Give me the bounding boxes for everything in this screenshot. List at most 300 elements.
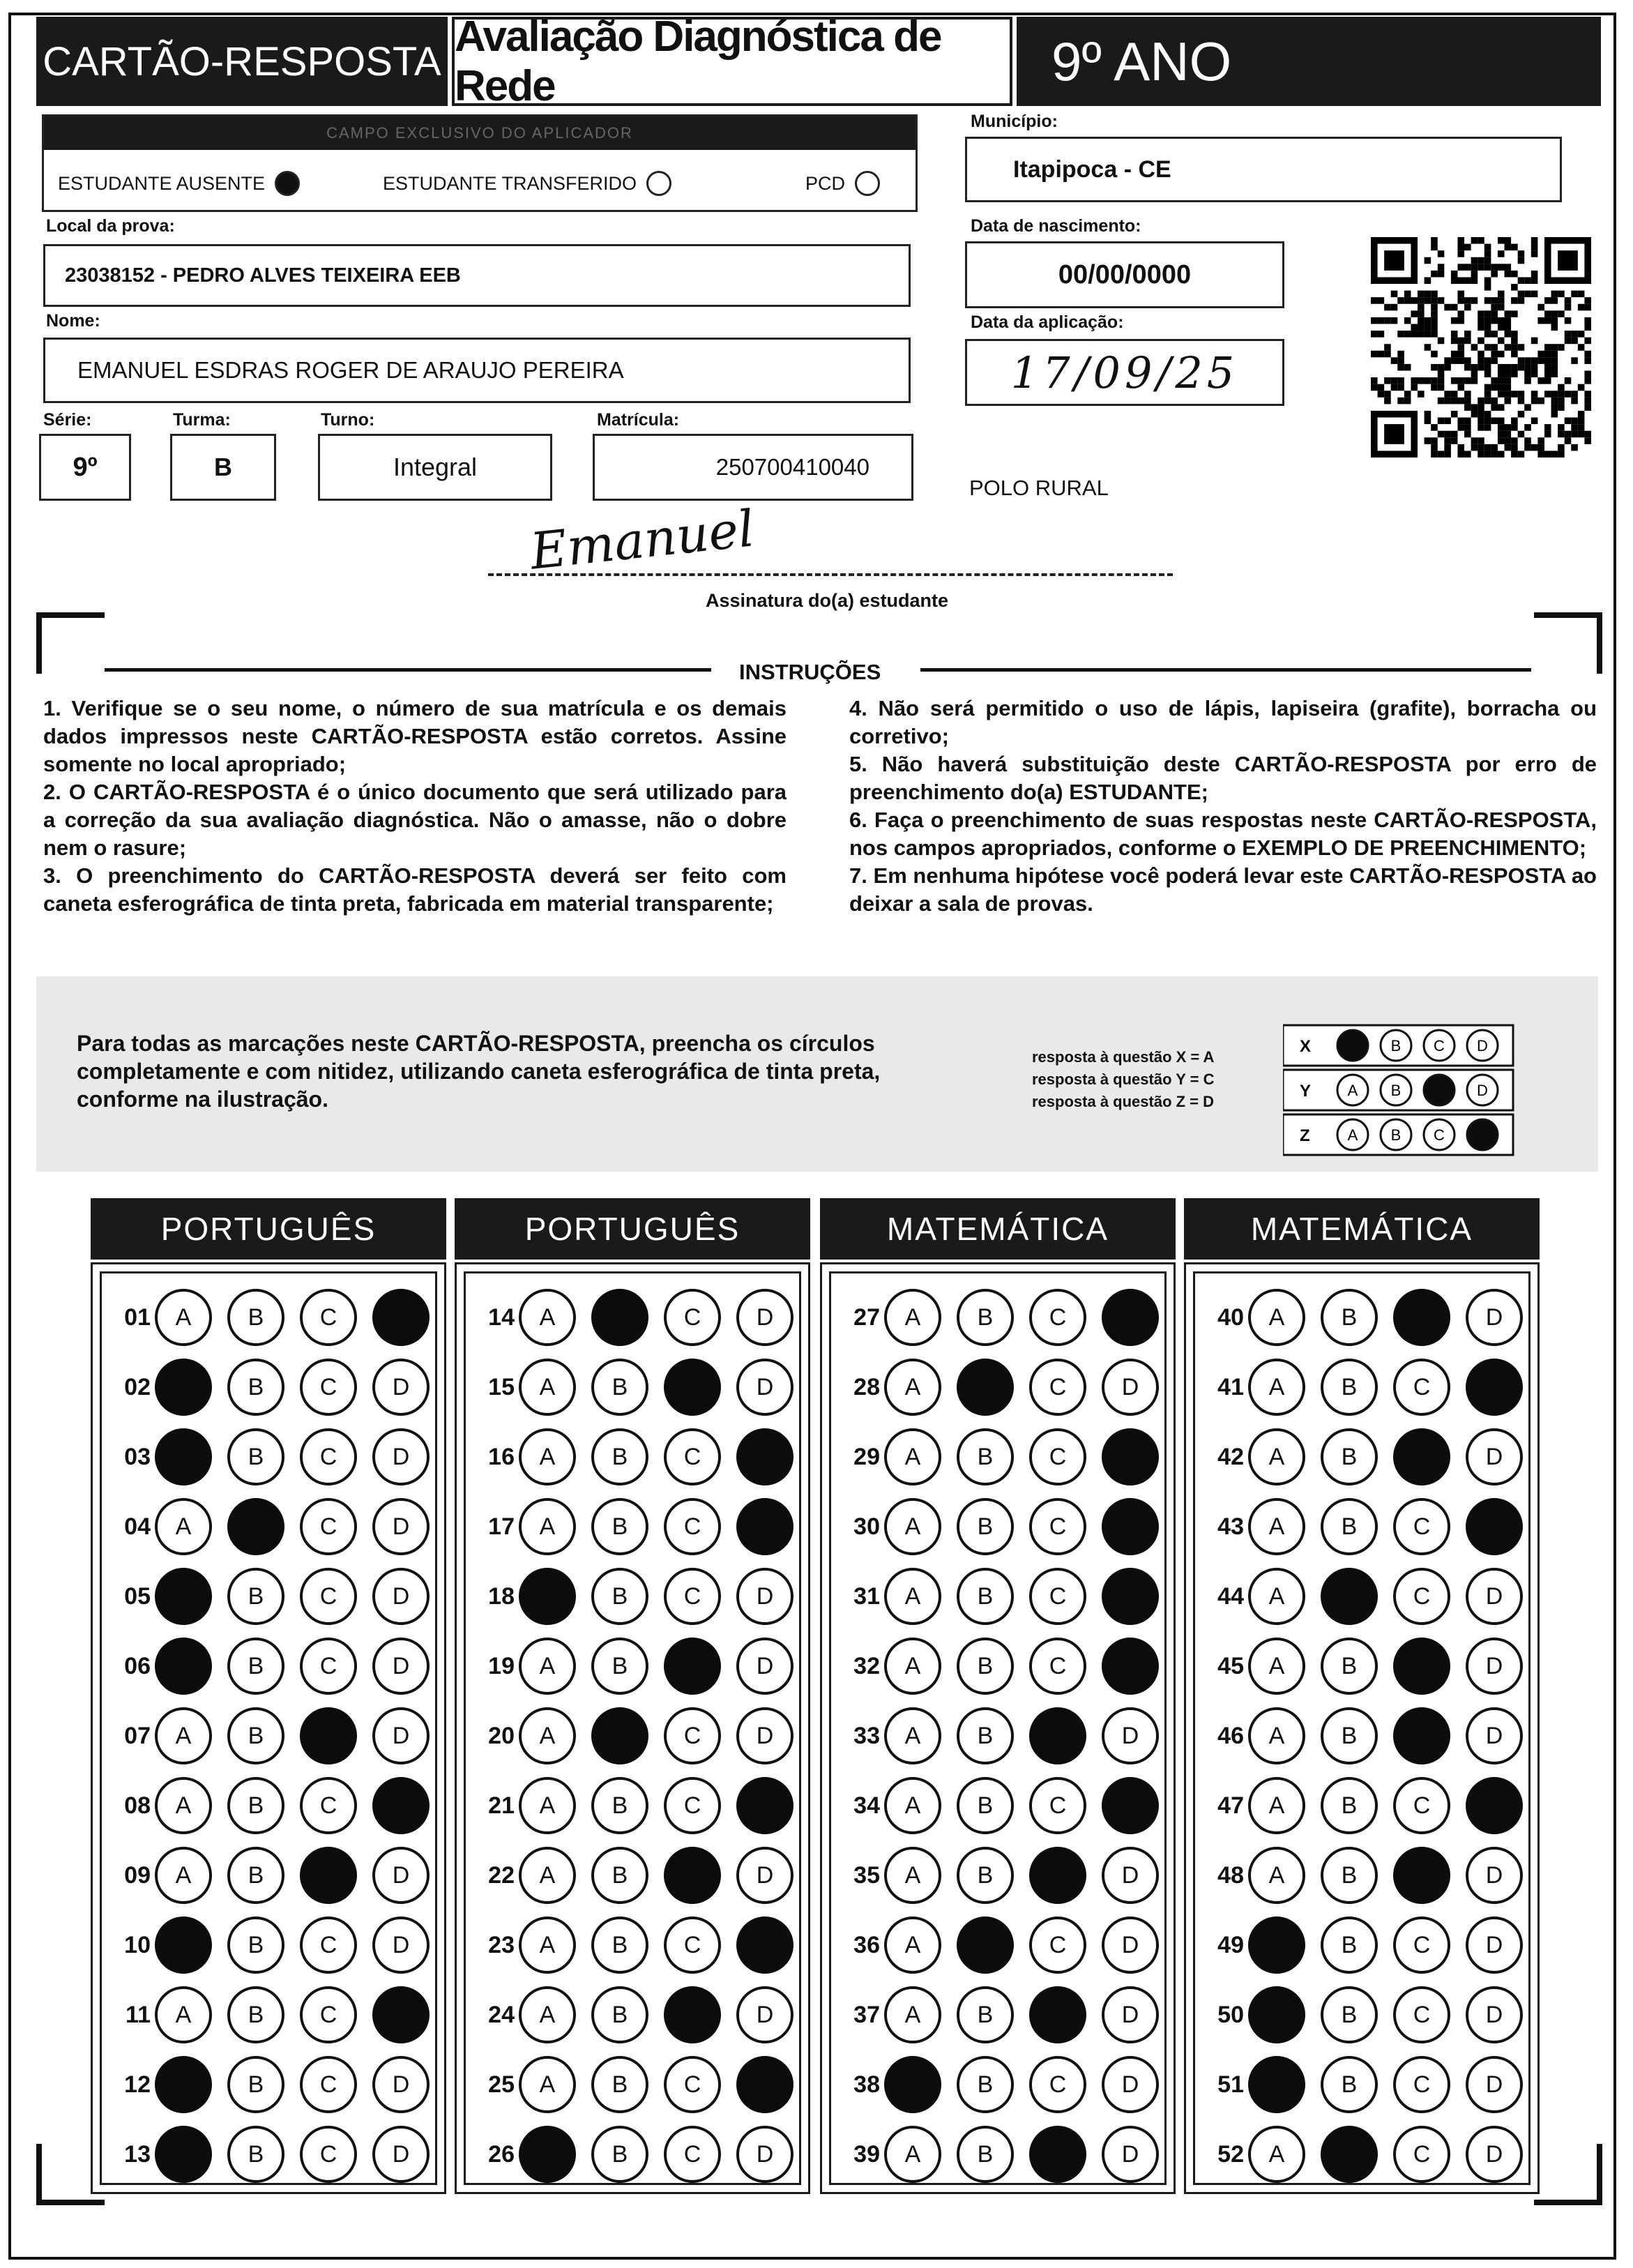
answer-bubble-a[interactable]: A — [519, 1707, 576, 1764]
turma-label: Turma: — [173, 410, 231, 430]
instruction-item: 3. O preenchimento do CARTÃO-RESPOSTA deverá ser feito com caneta esferográfica de tinta preta, fabricada em material transparente; — [43, 863, 787, 916]
question-number: 41 — [1217, 1373, 1244, 1400]
answer-bubble-a[interactable]: A — [884, 1847, 941, 1904]
answer-bubble-c[interactable]: C — [300, 1428, 357, 1485]
answer-bubble-d[interactable]: D — [372, 1847, 430, 1904]
question-row — [112, 1286, 445, 1349]
question-number: 31 — [853, 1582, 880, 1610]
question-row — [841, 1914, 1174, 1976]
question-number: 39 — [853, 2140, 880, 2168]
answer-bubble-a[interactable] — [884, 2056, 941, 2113]
answer-bubble-a[interactable]: A — [155, 1289, 212, 1346]
answer-bubble-b[interactable]: B — [1321, 1359, 1378, 1416]
answer-bubble-b[interactable]: B — [591, 1847, 648, 1904]
local-label: Local da prova: — [46, 216, 175, 236]
answer-bubble-c[interactable]: C — [300, 2056, 357, 2113]
name-label: Nome: — [46, 311, 100, 331]
answer-bubble-b[interactable]: B — [957, 1777, 1014, 1834]
question-row — [1205, 2123, 1538, 2186]
answer-bubble-d[interactable] — [736, 1917, 793, 1974]
answer-bubble-b[interactable]: B — [1321, 1498, 1378, 1555]
option-absent[interactable] — [58, 171, 300, 196]
answer-bubble-d[interactable]: D — [736, 1707, 793, 1764]
municipio-value: Itapipoca - CE — [1013, 156, 1171, 183]
answer-bubble-c[interactable] — [1029, 1847, 1086, 1904]
answer-bubble-d[interactable] — [736, 1777, 793, 1834]
question-number: 30 — [853, 1513, 880, 1540]
question-number: 18 — [488, 1582, 515, 1610]
answer-bubble-c[interactable] — [1393, 1428, 1450, 1485]
answer-bubble-c[interactable] — [664, 1638, 721, 1695]
application-date-label: Data da aplicação: — [971, 312, 1124, 332]
answer-bubble-a[interactable]: A — [1248, 1289, 1305, 1346]
answer-bubble-a[interactable] — [1248, 2056, 1305, 2113]
answer-bubble-c[interactable]: C — [1393, 2126, 1450, 2183]
answer-bubble-d[interactable]: D — [1466, 2126, 1523, 2183]
answer-bubble-b[interactable]: B — [591, 1428, 648, 1485]
instruction-item: 2. O CARTÃO-RESPOSTA é o único documento que será utilizado para a correção da sua avaliação diagnóstica. Não o amasse, não o dobre nem o rasure; — [43, 780, 787, 860]
answer-bubble-b[interactable]: B — [227, 1917, 284, 1974]
question-number: 07 — [124, 1722, 151, 1749]
answer-bubble-d[interactable]: D — [1102, 1917, 1159, 1974]
answer-bubble-c[interactable]: C — [664, 2056, 721, 2113]
question-number: 10 — [124, 1931, 151, 1958]
instructions-right — [849, 695, 1597, 918]
answer-bubble-a[interactable]: A — [155, 1986, 212, 2043]
answer-bubble-d[interactable]: D — [372, 2056, 430, 2113]
question-row — [476, 1286, 809, 1349]
answer-bubble-d[interactable]: D — [1102, 1707, 1159, 1764]
answer-bubble-d[interactable]: D — [736, 1289, 793, 1346]
name-value: EMANUEL ESDRAS ROGER DE ARAUJO PEREIRA — [77, 357, 624, 383]
answer-bubble-a[interactable]: A — [519, 1847, 576, 1904]
question-row — [112, 1426, 445, 1488]
question-row — [476, 1704, 809, 1767]
answer-bubble-a[interactable]: A — [155, 1498, 212, 1555]
answer-bubble-d[interactable]: D — [372, 1707, 430, 1764]
answer-bubble-b[interactable]: B — [1321, 1289, 1378, 1346]
answer-bubble-b[interactable]: B — [227, 1707, 284, 1764]
answer-bubble-c[interactable]: C — [1029, 1568, 1086, 1625]
question-number: 17 — [488, 1513, 515, 1540]
answer-bubble-c[interactable]: C — [1393, 1498, 1450, 1555]
answer-bubble-d[interactable]: D — [736, 1847, 793, 1904]
answer-bubble-c[interactable] — [1029, 2126, 1086, 2183]
answer-bubble-b[interactable]: B — [591, 1359, 648, 1416]
answer-bubble-c[interactable]: C — [1393, 1777, 1450, 1834]
matricula-value: 250700410040 — [715, 454, 869, 480]
question-row — [112, 2053, 445, 2116]
answer-bubble-c[interactable]: C — [664, 1777, 721, 1834]
question-number: 12 — [124, 2071, 151, 2098]
example-question-label: Y — [1300, 1082, 1312, 1101]
answer-bubble-a[interactable]: A — [1248, 1777, 1305, 1834]
answer-bubble-c[interactable]: C — [1029, 1498, 1086, 1555]
answer-bubble-b[interactable]: B — [1321, 1707, 1378, 1764]
section-answers-4 — [1184, 1262, 1540, 2194]
answer-bubble-a[interactable]: A — [519, 1917, 576, 1974]
answer-bubble-d[interactable]: D — [1466, 2056, 1523, 2113]
answer-bubble-c[interactable]: C — [1029, 1638, 1086, 1695]
example-answers — [1032, 1046, 1214, 1113]
example-bubble-letter: A — [1347, 1082, 1358, 1099]
answer-bubble-d[interactable]: D — [1466, 1428, 1523, 1485]
answer-bubble-b[interactable]: B — [1321, 1428, 1378, 1485]
answer-bubble-c[interactable]: C — [1029, 1777, 1086, 1834]
question-number: 51 — [1217, 2071, 1244, 2098]
question-row — [841, 1426, 1174, 1488]
answer-bubble-c[interactable]: C — [1029, 2056, 1086, 2113]
answer-bubble-b[interactable]: B — [957, 1289, 1014, 1346]
answer-bubble-b[interactable]: B — [1321, 2056, 1378, 2113]
answer-bubble-c[interactable]: C — [1029, 1428, 1086, 1485]
answer-bubble-a[interactable] — [1248, 1986, 1305, 2043]
question-number: 21 — [488, 1792, 515, 1819]
question-row — [1205, 1635, 1538, 1698]
question-row — [1205, 1983, 1538, 2046]
question-number: 24 — [488, 2001, 515, 2028]
question-row — [1205, 1286, 1538, 1349]
question-number: 47 — [1217, 1792, 1244, 1819]
answer-bubble-c[interactable] — [664, 1986, 721, 2043]
answer-bubble-d[interactable]: D — [1466, 1638, 1523, 1695]
answer-bubble-c[interactable]: C — [664, 1917, 721, 1974]
answer-bubble-d[interactable] — [1466, 1359, 1523, 1416]
answer-bubble-a[interactable]: A — [884, 1359, 941, 1416]
option-absent-bubble[interactable] — [275, 171, 300, 196]
question-number: 38 — [853, 2071, 880, 2098]
example-bubble-letter: C — [1434, 1037, 1445, 1054]
question-number: 33 — [853, 1722, 880, 1749]
question-row — [112, 1844, 445, 1907]
answer-bubble-a[interactable]: A — [155, 1847, 212, 1904]
answer-bubble-d[interactable]: D — [1102, 1847, 1159, 1904]
question-row — [112, 1635, 445, 1698]
answer-bubble-a[interactable]: A — [519, 1986, 576, 2043]
answer-bubble-d[interactable] — [372, 1289, 430, 1346]
answer-bubble-b[interactable]: B — [957, 1638, 1014, 1695]
question-number: 13 — [124, 2140, 151, 2168]
question-number: 25 — [488, 2071, 515, 2098]
answer-bubble-a[interactable]: A — [519, 1428, 576, 1485]
answer-bubble-d[interactable]: D — [736, 1359, 793, 1416]
answer-bubble-d[interactable]: D — [736, 1986, 793, 2043]
answer-bubble-b[interactable]: B — [957, 1428, 1014, 1485]
answer-bubble-d[interactable]: D — [1466, 1986, 1523, 2043]
option-pcd-bubble[interactable] — [855, 171, 880, 196]
option-transferred-label: ESTUDANTE TRANSFERIDO — [383, 172, 637, 194]
answer-bubble-c[interactable] — [300, 1707, 357, 1764]
answer-bubble-a[interactable]: A — [519, 1289, 576, 1346]
answer-bubble-a[interactable]: A — [884, 1917, 941, 1974]
answer-bubble-d[interactable]: D — [1466, 1917, 1523, 1974]
answer-bubble-d[interactable] — [1102, 1777, 1159, 1834]
option-transferred-bubble[interactable] — [646, 171, 671, 196]
answer-bubble-d[interactable]: D — [1102, 2126, 1159, 2183]
answer-bubble-c[interactable]: C — [1029, 1917, 1086, 1974]
answer-bubble-c[interactable]: C — [664, 2126, 721, 2183]
question-number: 05 — [124, 1582, 151, 1610]
answer-bubble-d[interactable]: D — [736, 1568, 793, 1625]
answer-bubble-a[interactable]: A — [155, 1777, 212, 1834]
answer-bubble-a[interactable] — [155, 2056, 212, 2113]
answer-bubble-d[interactable]: D — [1102, 1359, 1159, 1416]
question-number: 23 — [488, 1931, 515, 1958]
answer-bubble-c[interactable]: C — [300, 1638, 357, 1695]
answer-bubble-b[interactable]: B — [227, 1986, 284, 2043]
question-number: 34 — [853, 1792, 880, 1819]
card-title: CARTÃO-RESPOSTA — [36, 17, 448, 106]
answer-bubble-c[interactable]: C — [664, 1568, 721, 1625]
answer-bubble-a[interactable]: A — [519, 1359, 576, 1416]
answer-bubble-b[interactable]: B — [957, 2126, 1014, 2183]
answer-bubble-c[interactable] — [1029, 1986, 1086, 2043]
answer-bubble-b[interactable]: B — [591, 1777, 648, 1834]
answer-bubble-b[interactable]: B — [957, 1707, 1014, 1764]
answer-bubble-a[interactable] — [155, 1568, 212, 1625]
answer-bubble-a[interactable]: A — [884, 1638, 941, 1695]
answer-bubble-b[interactable] — [591, 1289, 648, 1346]
answer-bubble-a[interactable]: A — [1248, 1428, 1305, 1485]
birth-date-value: 00/00/0000 — [1058, 259, 1192, 289]
answer-bubble-a[interactable] — [155, 1359, 212, 1416]
municipio-label: Município: — [971, 112, 1058, 131]
answer-bubble-b[interactable]: B — [227, 1638, 284, 1695]
answer-bubble-c[interactable]: C — [300, 1498, 357, 1555]
answer-bubble-d[interactable]: D — [372, 1428, 430, 1485]
answer-bubble-b[interactable]: B — [227, 1428, 284, 1485]
answer-bubble-a[interactable]: A — [1248, 1568, 1305, 1625]
question-number: 46 — [1217, 1722, 1244, 1749]
answer-bubble-b[interactable]: B — [1321, 1847, 1378, 1904]
answer-bubble-b[interactable]: B — [591, 2056, 648, 2113]
answer-bubble-c[interactable]: C — [300, 1917, 357, 1974]
answer-bubble-b[interactable]: B — [591, 1917, 648, 1974]
answer-bubble-c[interactable]: C — [300, 1289, 357, 1346]
answer-bubble-a[interactable]: A — [1248, 2126, 1305, 2183]
question-number: 50 — [1217, 2001, 1244, 2028]
question-row — [476, 1635, 809, 1698]
answer-bubble-c[interactable]: C — [300, 1359, 357, 1416]
option-transferred[interactable] — [383, 171, 671, 196]
answer-bubble-b[interactable]: B — [227, 1359, 284, 1416]
answer-bubble-c[interactable] — [1393, 1707, 1450, 1764]
question-number: 29 — [853, 1443, 880, 1470]
question-row — [1205, 1495, 1538, 1558]
answer-bubble-b[interactable]: B — [227, 1777, 284, 1834]
example-bubble — [1337, 1030, 1368, 1061]
answer-bubble-d[interactable]: D — [372, 2126, 430, 2183]
serie-field — [39, 434, 131, 501]
answer-bubble-d[interactable]: D — [372, 1917, 430, 1974]
answer-bubble-d[interactable] — [1102, 1289, 1159, 1346]
answer-bubble-a[interactable]: A — [155, 1707, 212, 1764]
answer-bubble-b[interactable]: B — [1321, 1777, 1378, 1834]
answer-bubble-a[interactable] — [155, 1917, 212, 1974]
answer-bubble-a[interactable] — [155, 1638, 212, 1695]
answer-bubble-d[interactable] — [1466, 1498, 1523, 1555]
answer-bubble-c[interactable]: C — [664, 1498, 721, 1555]
question-row — [112, 1704, 445, 1767]
answer-bubble-b[interactable] — [227, 1498, 284, 1555]
option-pcd-label: PCD — [805, 172, 846, 194]
answer-bubble-a[interactable] — [519, 2126, 576, 2183]
answer-bubble-b[interactable] — [1321, 2126, 1378, 2183]
answer-bubble-b[interactable]: B — [957, 1498, 1014, 1555]
section-header-1: PORTUGUÊS — [91, 1198, 446, 1260]
question-row — [112, 1914, 445, 1976]
answer-bubble-c[interactable]: C — [1393, 1359, 1450, 1416]
answer-bubble-d[interactable] — [1102, 1428, 1159, 1485]
answer-bubble-a[interactable]: A — [884, 1707, 941, 1764]
turma-field — [170, 434, 276, 501]
answer-bubble-c[interactable] — [664, 1359, 721, 1416]
answer-bubble-d[interactable]: D — [372, 1638, 430, 1695]
answer-bubble-a[interactable]: A — [884, 1498, 941, 1555]
question-row — [112, 1565, 445, 1628]
answer-bubble-d[interactable]: D — [1466, 1847, 1523, 1904]
question-number: 15 — [488, 1373, 515, 1400]
instructions-rule-left — [105, 668, 711, 672]
answer-bubble-b[interactable]: B — [1321, 1917, 1378, 1974]
answer-bubble-d[interactable]: D — [372, 1359, 430, 1416]
answer-bubble-d[interactable] — [736, 1428, 793, 1485]
answer-bubble-b[interactable]: B — [591, 1638, 648, 1695]
answer-bubble-d[interactable] — [372, 1777, 430, 1834]
question-number: 06 — [124, 1652, 151, 1679]
question-number: 20 — [488, 1722, 515, 1749]
question-number: 16 — [488, 1443, 515, 1470]
answer-bubble-a[interactable]: A — [1248, 1498, 1305, 1555]
example-bubble-letter: B — [1390, 1082, 1402, 1099]
answer-bubble-a[interactable]: A — [519, 1498, 576, 1555]
answer-bubble-b[interactable]: B — [227, 1847, 284, 1904]
answer-bubble-a[interactable]: A — [884, 1289, 941, 1346]
example-bubble-letter: D — [1477, 1037, 1488, 1054]
answer-bubble-b[interactable]: B — [227, 1289, 284, 1346]
answer-bubble-c[interactable]: C — [300, 1986, 357, 2043]
answer-bubble-c[interactable] — [664, 1847, 721, 1904]
answer-bubble-b[interactable]: B — [591, 1568, 648, 1625]
answer-bubble-c[interactable] — [1393, 1289, 1450, 1346]
answer-bubble-c[interactable] — [1393, 1847, 1450, 1904]
section-header-4: MATEMÁTICA — [1184, 1198, 1540, 1260]
question-row — [1205, 1565, 1538, 1628]
answer-bubble-b[interactable]: B — [957, 1568, 1014, 1625]
answer-bubble-d[interactable] — [1102, 1568, 1159, 1625]
answer-bubble-b[interactable]: B — [957, 1986, 1014, 2043]
answer-bubble-b[interactable]: B — [591, 1986, 648, 2043]
answer-bubble-d[interactable]: D — [1466, 1707, 1523, 1764]
answer-bubble-b[interactable]: B — [227, 2126, 284, 2183]
answer-bubble-a[interactable]: A — [884, 2126, 941, 2183]
answer-bubble-d[interactable] — [1102, 1498, 1159, 1555]
fill-example-text: Para todas as marcações neste CARTÃO-RESPOSTA, preencha os círculos completamente e com nitidez, utilizando caneta esferográfica de tinta preta, conforme na ilustração. — [77, 1031, 881, 1112]
answer-bubble-c[interactable]: C — [1393, 1986, 1450, 2043]
answer-bubble-a[interactable] — [1248, 1917, 1305, 1974]
answer-bubble-d[interactable] — [1466, 1777, 1523, 1834]
question-row — [841, 1495, 1174, 1558]
answer-bubble-a[interactable]: A — [884, 1777, 941, 1834]
answer-bubble-b[interactable]: B — [591, 2126, 648, 2183]
answer-bubble-c[interactable]: C — [1393, 2056, 1450, 2113]
question-number: 48 — [1217, 1861, 1244, 1889]
question-number: 36 — [853, 1931, 880, 1958]
answer-bubble-d[interactable] — [736, 1498, 793, 1555]
answer-bubble-a[interactable]: A — [1248, 1359, 1305, 1416]
answer-bubble-b[interactable]: B — [957, 1847, 1014, 1904]
answer-bubble-d[interactable] — [1102, 1638, 1159, 1695]
answer-bubble-b[interactable]: B — [227, 1568, 284, 1625]
answer-bubble-d[interactable]: D — [736, 2126, 793, 2183]
question-row — [1205, 2053, 1538, 2116]
example-bubble-letter: B — [1390, 1126, 1402, 1144]
answer-bubble-c[interactable]: C — [664, 1289, 721, 1346]
answer-bubble-b[interactable]: B — [1321, 1986, 1378, 2043]
answer-bubble-a[interactable]: A — [519, 2056, 576, 2113]
answer-bubble-b[interactable] — [957, 1359, 1014, 1416]
answer-bubble-c[interactable] — [1029, 1707, 1086, 1764]
option-pcd[interactable] — [805, 171, 880, 196]
answer-bubble-d[interactable]: D — [1466, 1568, 1523, 1625]
answer-bubble-a[interactable]: A — [1248, 1847, 1305, 1904]
answer-bubble-c[interactable]: C — [300, 1568, 357, 1625]
answer-bubble-d[interactable]: D — [1102, 2056, 1159, 2113]
example-bubble-letter: B — [1390, 1037, 1402, 1054]
serie-value: 9º — [73, 452, 98, 482]
answer-bubble-d[interactable] — [372, 1986, 430, 2043]
question-number: 52 — [1217, 2140, 1244, 2168]
answer-bubble-a[interactable]: A — [519, 1638, 576, 1695]
answer-bubble-b[interactable]: B — [591, 1498, 648, 1555]
answer-bubble-a[interactable]: A — [884, 1568, 941, 1625]
answer-bubble-a[interactable] — [155, 2126, 212, 2183]
answer-bubble-d[interactable] — [736, 2056, 793, 2113]
answer-bubble-c[interactable] — [1393, 1638, 1450, 1695]
answer-bubble-c[interactable]: C — [1029, 1359, 1086, 1416]
answer-bubble-c[interactable]: C — [1393, 1917, 1450, 1974]
answer-bubble-a[interactable] — [519, 1568, 576, 1625]
answer-bubble-b[interactable] — [591, 1707, 648, 1764]
answer-bubble-a[interactable] — [155, 1428, 212, 1485]
question-row — [1205, 1426, 1538, 1488]
answer-bubble-d[interactable]: D — [736, 1638, 793, 1695]
answer-bubble-a[interactable]: A — [884, 1986, 941, 2043]
answer-bubble-b[interactable]: B — [957, 2056, 1014, 2113]
answer-bubble-c[interactable] — [300, 1847, 357, 1904]
answer-bubble-c[interactable]: C — [1029, 1289, 1086, 1346]
answer-bubble-d[interactable]: D — [372, 1498, 430, 1555]
answer-bubble-b[interactable]: B — [227, 2056, 284, 2113]
answer-bubble-b[interactable] — [1321, 1568, 1378, 1625]
example-answer: resposta à questão Y = C — [1032, 1071, 1215, 1088]
answer-bubble-c[interactable]: C — [664, 1707, 721, 1764]
answer-bubble-d[interactable]: D — [1466, 1289, 1523, 1346]
answer-bubble-c[interactable]: C — [300, 1777, 357, 1834]
answer-bubble-a[interactable]: A — [1248, 1707, 1305, 1764]
answer-bubble-b[interactable]: B — [1321, 1638, 1378, 1695]
answer-bubble-c[interactable]: C — [300, 2126, 357, 2183]
answer-bubble-a[interactable]: A — [1248, 1638, 1305, 1695]
answer-bubble-c[interactable]: C — [1393, 1568, 1450, 1625]
answer-bubble-d[interactable]: D — [372, 1568, 430, 1625]
answer-bubble-d[interactable]: D — [1102, 1986, 1159, 2043]
answer-bubble-c[interactable]: C — [664, 1428, 721, 1485]
answer-bubble-a[interactable]: A — [519, 1777, 576, 1834]
answer-bubble-b[interactable] — [957, 1917, 1014, 1974]
question-number: 04 — [124, 1513, 151, 1540]
answer-bubble-a[interactable]: A — [884, 1428, 941, 1485]
